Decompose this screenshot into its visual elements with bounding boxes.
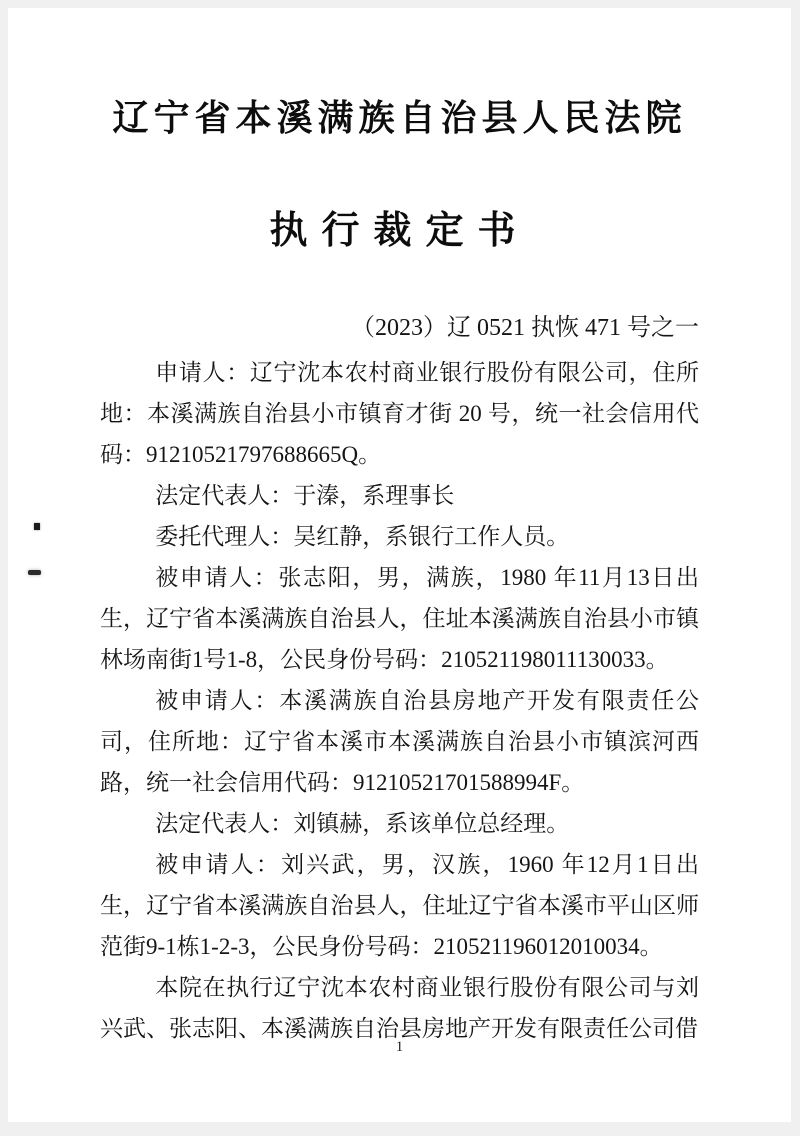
case-number: （2023）辽 0521 执恢 471 号之一 — [351, 315, 699, 341]
scan-speck-dash — [28, 570, 41, 575]
paragraph-legal-representative-2: 法定代表人：刘镇赫，系该单位总经理。 — [155, 811, 570, 836]
paragraph-respondent-liu: 被申请人：刘兴武，男，汉族，1960 年12月1日出生，辽宁省本溪满族自治县人，住址辽宁省本溪市平山区师范街9-1栋1-2-3，公民身份号码：210521196012010034。 — [100, 852, 699, 959]
document-page — [8, 8, 791, 1122]
paragraph-legal-representative-1: 法定代表人：于溱，系理事长 — [155, 483, 455, 508]
paragraph-applicant: 申请人：辽宁沈本农村商业银行股份有限公司，住所地：本溪满族自治县小市镇育才街 20 号，统一社会信用代码：91210521797688665Q。 — [100, 360, 699, 467]
paragraph-respondent-zhang: 被申请人：张志阳，男，满族，1980 年11月13日出生，辽宁省本溪满族自治县人，住址本溪满族自治县小市镇林场南街1号1-8，公民身份号码：210521198011130033。 — [100, 565, 699, 672]
scan-speck-dot — [34, 523, 40, 530]
page-number: 1 — [395, 1039, 404, 1055]
document-title: 执行裁定书 — [269, 210, 530, 252]
paragraph-respondent-company: 被申请人：本溪满族自治县房地产开发有限责任公司，住所地：辽宁省本溪市本溪满族自治县小市镇滨河西路，统一社会信用代码：91210521701588994F。 — [100, 688, 699, 795]
paragraph-entrusted-agent: 委托代理人：吴红静，系银行工作人员。 — [155, 524, 570, 549]
document-body — [8, 352, 791, 1049]
court-name: 辽宁省本溪满族自治县人民法院 — [112, 98, 687, 138]
paragraph-case-introduction: 本院在执行辽宁沈本农村商业银行股份有限公司与刘兴武、张志阳、本溪满族自治县房地产开发有限责任公司借 — [100, 975, 699, 1041]
